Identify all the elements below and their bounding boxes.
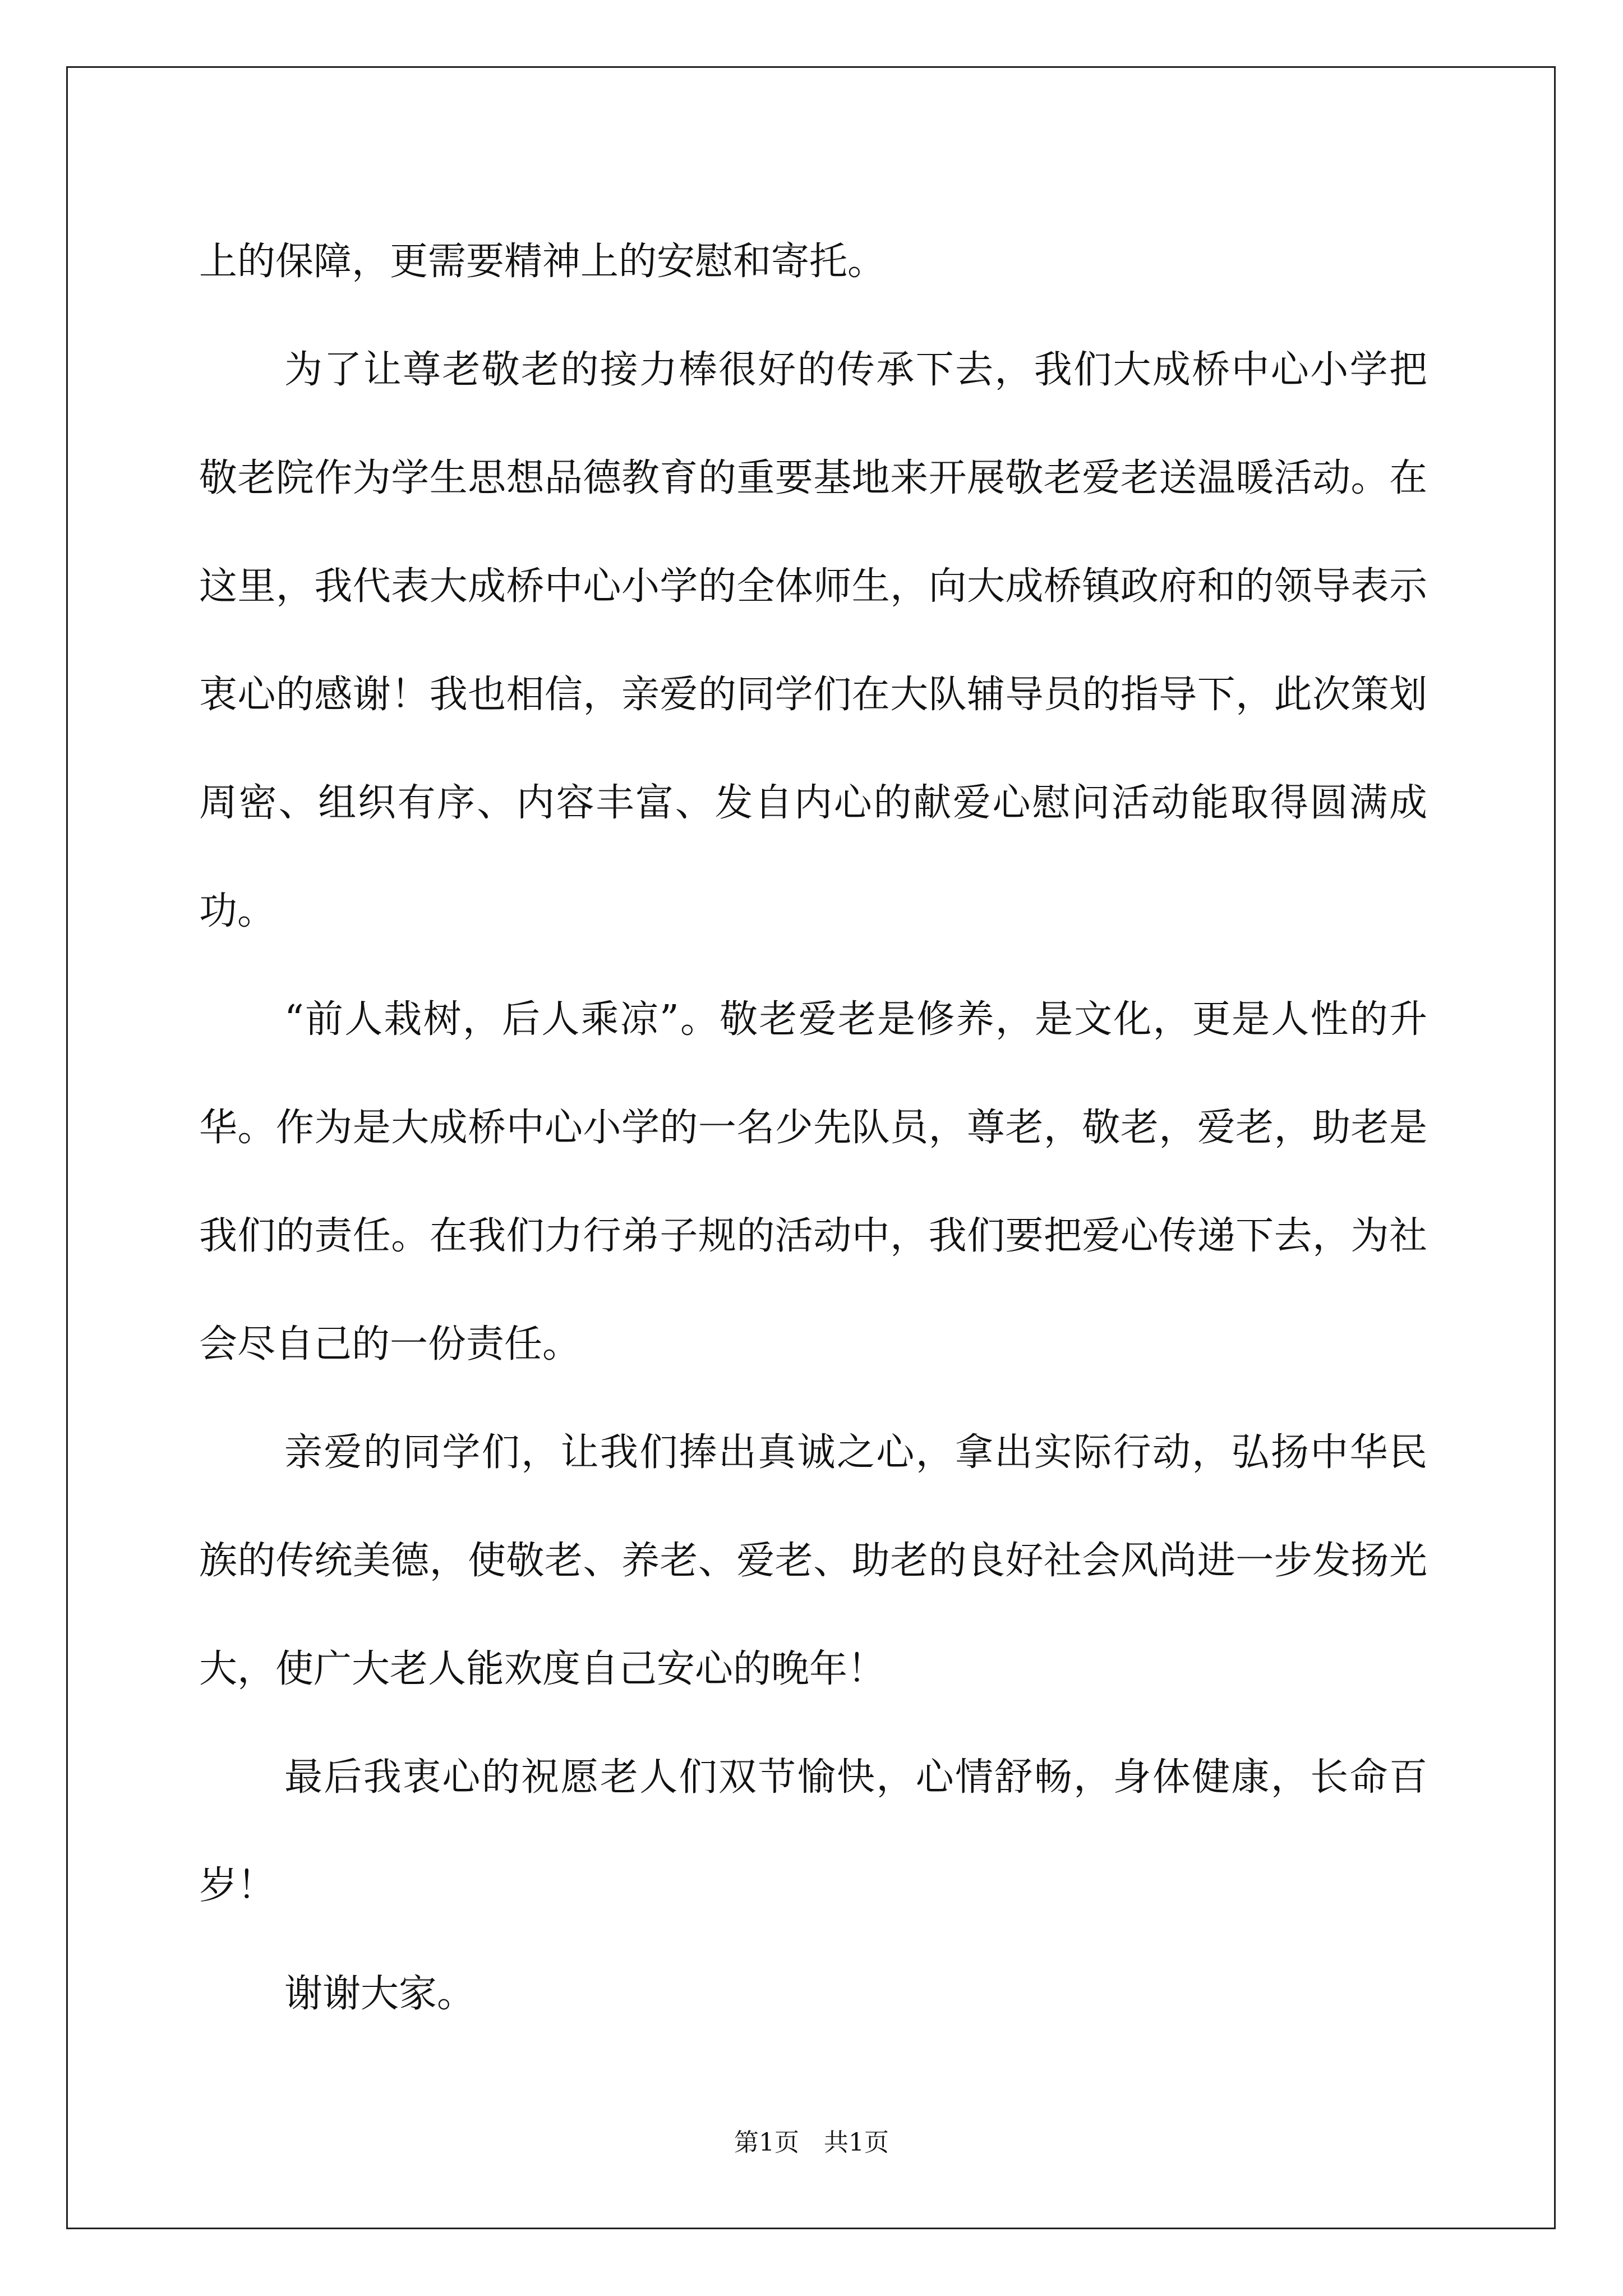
paragraph-best-wishes: 最后我衷心的祝愿老人们双节愉快，心情舒畅，身体健康，长命百岁！ <box>199 1755 1427 1908</box>
paragraph-relay-baton: 为了让尊老敬老的接力棒很好的传承下去，我们大成桥中心小学把敬老院作为学生思想品德教育的重要基地来开展敬老爱老送温暖活动。在这里，我代表大成桥中心小学的全体师生，向大成桥镇政府和的领导表示衷心的感谢！我也相信，亲爱的同学们在大队辅导员的指导下，此次策划周密、组织有序、内容丰富、发自内心的献爱心慰问活动能取得圆满成功。 <box>199 348 1427 933</box>
page-number-footer: 第1页 共1页 <box>734 2128 889 2157</box>
document-body <box>199 208 1427 2048</box>
paragraph-continuation: 上的保障，更需要精神上的安慰和寄托。 <box>199 240 886 284</box>
paragraph-thanks: 谢谢大家。 <box>284 1972 476 2016</box>
paragraph-plant-trees: “前人栽树，后人乘凉”。敬老爱老是修养，是文化，更是人性的升华。作为是大成桥中心小学的一名少先队员，尊老，敬老，爱老，助老是我们的责任。在我们力行弟子规的活动中，我们要把爱心传递下去，为社会尽自己的一份责任。 <box>199 997 1427 1366</box>
paragraph-dear-students: 亲爱的同学们，让我们捧出真诚之心，拿出实际行动，弘扬中华民族的传统美德，使敬老、养老、爱老、助老的良好社会风尚进一步发扬光大，使广大老人能欢度自己安心的晚年！ <box>199 1430 1427 1691</box>
